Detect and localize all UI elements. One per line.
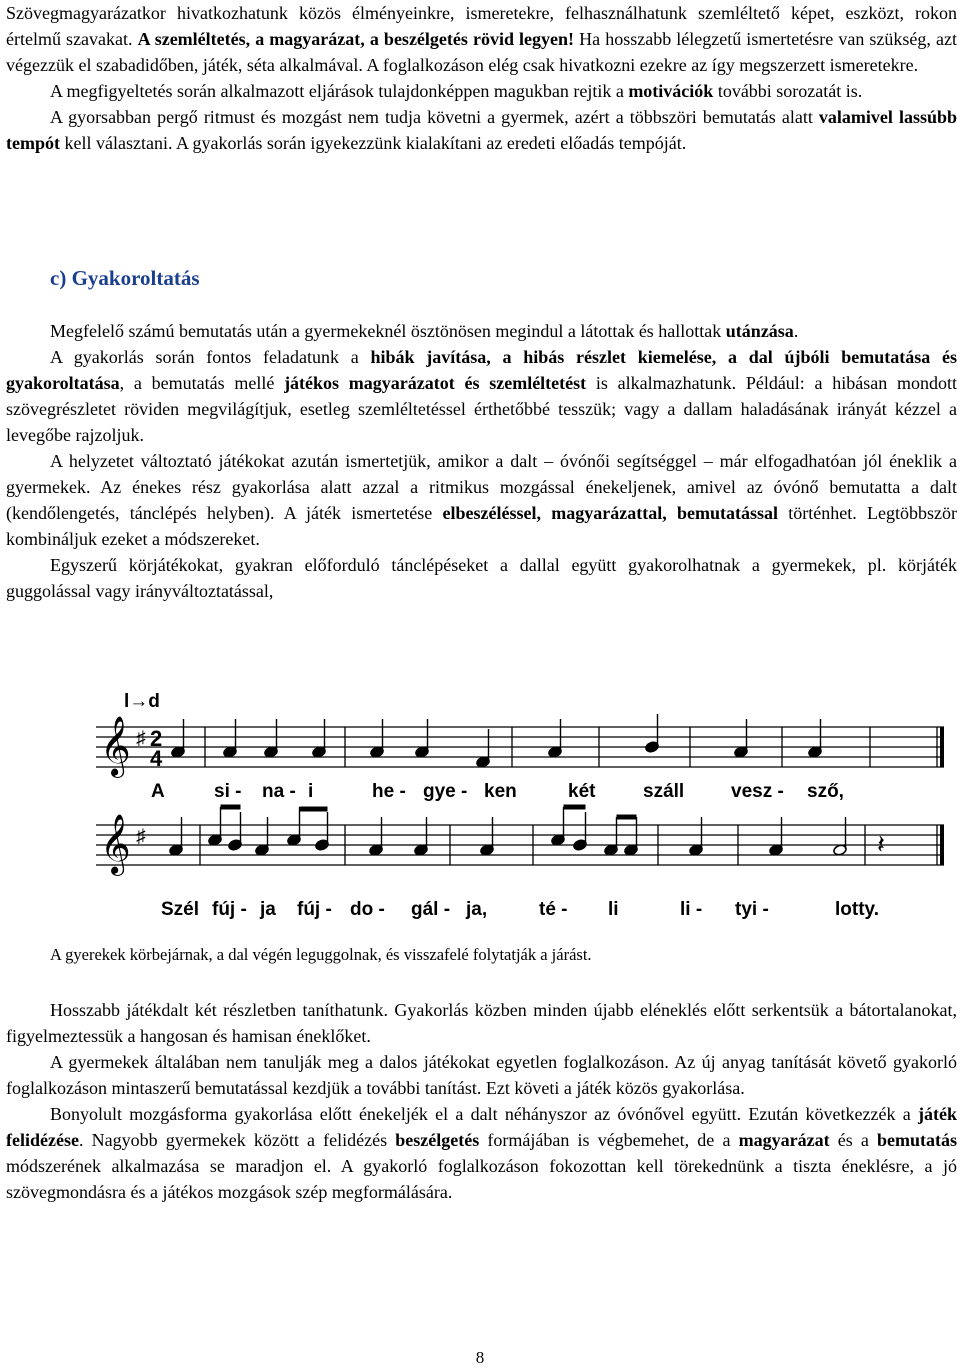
text-run: további sorozatát is. [713,81,863,101]
text-run: , a bemutatás mellé [119,373,285,393]
paragraph [6,997,957,1049]
lyric-syllable: sző, [807,781,844,802]
staff-line-2 [96,807,944,876]
paragraph [6,1049,957,1101]
text-run: A gyakorlás során fontos feladatunk a [50,347,371,367]
lyric-syllable: ja [260,899,276,920]
bold-text: hibák javítása, a hibás részlet kiemelése, a dal újbóli bemutatása és gyakoroltatása [6,347,957,393]
closing-text-block [6,997,957,1205]
text-run: A gyermekek általában nem tanulják meg a dalos játékokat egyetlen foglalkozáson. Az új anyag tanítását követő gyakorló foglalkozáson mintaszerű bemutatással kezdjük a további tanítást. Ezt követi a játék közös gyakorlása. [6,1052,957,1098]
text-run: Szövegmagyarázatkor hivatkozhatunk közös élményeinkre, ismeretekre, felhasználhatunk szemléltető képet, eszközt, rokon értelmű szavakat. [6,3,957,49]
lyrics-line-2 [161,899,879,920]
text-run: . [793,321,799,341]
lyric-syllable: fúj - [212,899,247,920]
time-signature-bottom: 4 [150,746,163,771]
bold-text: magyarázat [738,1130,830,1150]
music-score [0,680,960,935]
text-run: Bonyolult mozgásforma gyakorlása előtt énekeljék el a dalt néhányszor az óvónővel együtt. Ezután következzék a [50,1104,918,1124]
lyric-syllable: fúj - [297,899,332,920]
text-run: Egyszerű körjátékokat, gyakran előforduló tánclépéseket a dallal együtt gyakorolhatnak a gyermekek, pl. körjáték guggolással vagy irányváltoztatással, [6,555,957,601]
staff-line-1 [96,714,944,778]
text-run: Megfelelő számú bemutatás után a gyermekeknél ösztönösen megindul a látottak és hallottak [50,321,726,341]
treble-clef-icon: 𝄞 [100,717,131,775]
lyric-syllable: i [308,781,314,802]
lyric-syllable: li [608,899,619,920]
lyric-syllable: tyi - [735,899,769,920]
lyric-syllable: A [151,781,165,802]
paragraph [6,1101,957,1205]
paragraph [6,78,957,104]
sharp-icon: ♯ [136,728,146,749]
lyric-syllable: ja, [466,899,488,920]
lyric-syllable: na - [262,781,296,802]
lyrics-line-1 [151,781,844,802]
lyric-syllable: té - [539,899,568,920]
lyric-syllable: he - [372,781,406,802]
lyric-syllable: két [568,781,596,802]
text-run: módszerének alkalmazása se maradjon el. A gyakorló foglalkozáson fokozottan kell törekednünk a tiszta éneklésre, a jó szövegmondásra és a játékos mozgások szép megformálására. [6,1156,957,1202]
time-signature-top: 2 [150,726,163,751]
text-run: és a [829,1130,878,1150]
text-run: A helyzetet változtató játékokat azután ismertetjük, amikor a dalt – óvónői segítséggel – már elfogadhatóan jól éneklik a gyermekek. Az énekes rész gyakorlása alatt azzal a ritmikus mozgással énekeljenek, amivel az óvónő bemutatta a dalt (kendőlengetés, tánclépés helyben). A játék ismertetése [6,451,957,523]
bold-text: motivációk [628,81,714,101]
page-number: 8 [475,1348,485,1367]
lyric-syllable: ken [484,781,517,802]
paragraph [6,552,957,604]
lyric-syllable: gál - [411,899,451,920]
bold-text: elbeszéléssel, magyarázattal, bemutatással [442,503,778,523]
treble-clef-icon: 𝄞 [100,815,131,873]
text-run: A megfigyeltetés során alkalmazott eljárások tulajdonképpen magukban rejtik a [50,81,629,101]
sharp-icon: ♯ [136,826,146,847]
bold-text: valamivel lassúbb tempót [6,107,957,153]
text-run: kell választani. A gyakorlás során igyekezzünk kialakítani az eredeti előadás tempóját. [59,133,687,153]
practice-text-block [6,318,957,604]
lyric-syllable: vesz - [731,781,784,802]
intro-text-block [6,0,957,156]
paragraph [6,318,957,344]
text-run: formájában is végbemehet, de a [479,1130,739,1150]
lyric-syllable: száll [643,781,685,802]
lyric-syllable: li - [680,899,703,920]
text-run: Ha hosszabb lélegzetű ismertetésre van szükség, azt végezzük el szabadidőben, játék, séta alkalmával. A foglalkozáson elég csak hivatkozni ezekre az így megszerzett ismeretekre. [6,29,957,75]
text-run: . Nagyobb gyermekek között a felidézés [78,1130,396,1150]
text-run: történhet. Legtöbbször kombináljuk ezeket a módszereket. [6,503,957,549]
bold-text: játékos magyarázatot és szemléltetést [284,373,587,393]
lyric-syllable: do - [350,899,385,920]
text-run: is alkalmazhatunk. Például: a hibásan mondott szövegrészletet röviden megvilágítjuk, esetleg szemléltetéssel érthetőbbé tesszük; vagy a dallam haladásának irányát kézzel a levegőbe rajzoljuk. [6,373,957,445]
lyric-syllable: lotty. [835,899,879,920]
lyric-syllable: si - [214,781,242,802]
lyric-syllable: Szél [161,899,200,920]
paragraph [6,344,957,448]
text-run: A gyorsabban pergő ritmust és mozgást nem tudja követni a gyermek, azért a többszöri bemutatás alatt [50,107,819,127]
paragraph [6,448,957,552]
lyric-syllable: gye - [423,781,468,802]
bold-text: játék felidézése [6,1104,957,1150]
text-run: Hosszabb játékdalt két részletben taníthatunk. Gyakorlás közben minden újabb eléneklés előtt serkentsük a bátortalanokat, figyelmeztessük a hangosan és hamisan éneklőket. [6,1000,957,1046]
bold-text: beszélgetés [395,1130,480,1150]
paragraph [6,0,957,78]
quarter-rest-icon: 𝄽 [877,829,885,859]
section-heading: c) Gyakoroltatás [50,266,200,290]
bold-text: bemutatás [877,1130,958,1150]
paragraph [6,104,957,156]
bold-text: A szemléltetés, a magyarázat, a beszélgetés rövid legyen! [137,29,575,49]
tempo-marking: l→d [124,691,160,712]
bold-text: utánzása [725,321,794,341]
score-caption: A gyerekek körbejárnak, a dal végén leguggolnak, és visszafelé folytatják a járást. [50,945,592,964]
